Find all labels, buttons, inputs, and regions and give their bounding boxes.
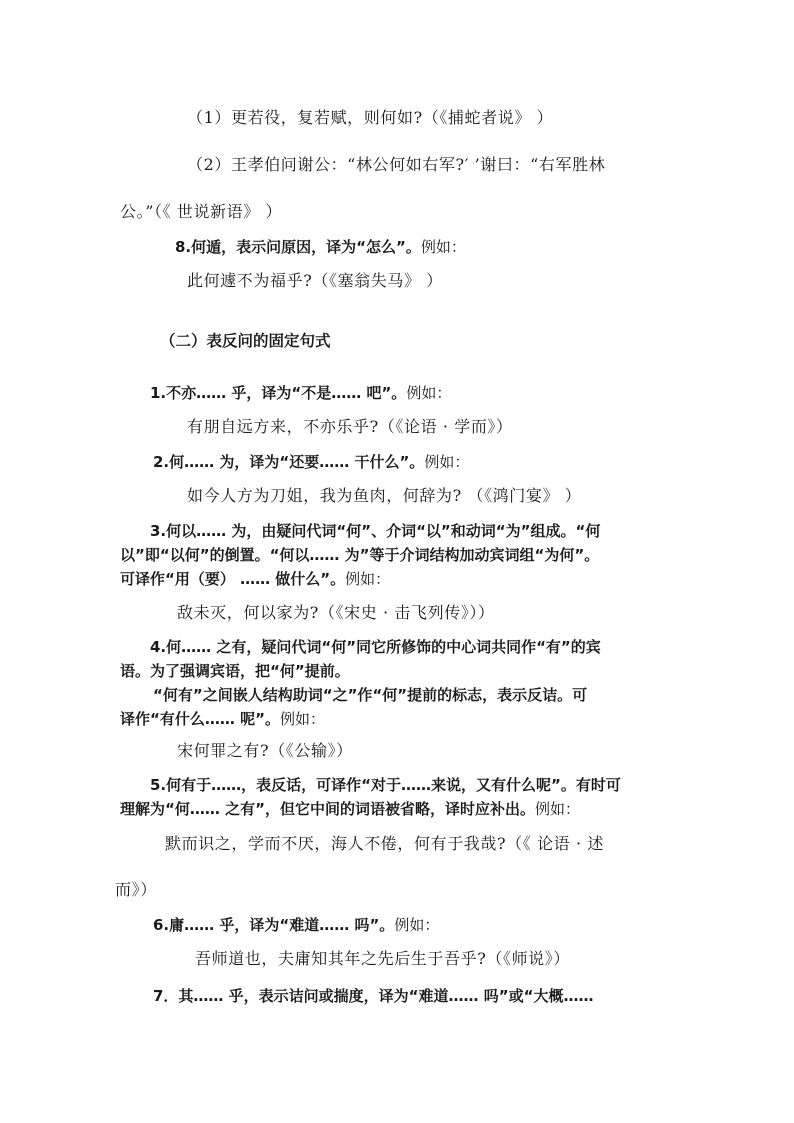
example-line: 宋何罪之有?（《公输》） bbox=[177, 741, 353, 760]
example-line-2: （2）王孝伯问谢公：“林公何如右军?′ ’谢曰：“右军胜林 bbox=[187, 155, 606, 174]
item-1 bbox=[150, 382, 451, 404]
item-4-line-1: 4.何…… 之有，疑问代词“何”同它所修饰的中心词共同作“有”的宾 bbox=[150, 638, 601, 656]
item-5-eg: 例如： bbox=[534, 800, 580, 818]
item-3-line-3 bbox=[120, 568, 390, 590]
item-4-line-3: “何有”之间嵌人结构助词“之”作“何”提前的标志，表示反诘。可 bbox=[153, 686, 588, 704]
item-4-line-4 bbox=[120, 708, 325, 730]
item-1-rule: 1.不亦…… 乎，译为“不是…… 吧”。 bbox=[150, 384, 407, 402]
example-line: 此何遽不为福乎?（《塞翁失马》 ） bbox=[187, 271, 443, 290]
item-6 bbox=[153, 914, 439, 936]
item-3-eg: 例如： bbox=[345, 570, 391, 588]
item-6-rule: 6.庸…… 乎，译为“难道…… 吗”。 bbox=[153, 916, 395, 934]
example-line: 敌未灭，何以家为?（《宋史 · 击飞列传》）） bbox=[177, 603, 495, 622]
item-8-eg: 例如： bbox=[420, 238, 466, 256]
item-6-eg: 例如： bbox=[394, 916, 440, 934]
example-line: 默而识之，学而不厌，海人不倦，何有于我哉?（《 论语 · 述 bbox=[165, 834, 604, 853]
item-4-rule: 译作“有什么…… 呢”。 bbox=[120, 710, 280, 728]
item-5-rule: 理解为“何…… 之有”，但它中间的词语被省略，译时应补出。 bbox=[120, 800, 535, 818]
item-8-rule: 8.何遁，表示问原因，译为“怎么”。 bbox=[175, 238, 421, 256]
item-5-line-2 bbox=[120, 798, 580, 820]
item-7: 7．其…… 乎，表示诘问或揣度，译为“难道…… 吗”或“大概…… bbox=[153, 987, 594, 1005]
example-line-cont: 而》） bbox=[115, 880, 157, 899]
item-1-eg: 例如： bbox=[406, 384, 452, 402]
example-line: 如今人方为刀姐，我为鱼肉，何辞为? （《鸿门宴》 ） bbox=[187, 486, 582, 505]
example-line: 有朋自远方来，不亦乐乎?（《论语 · 学而》） bbox=[187, 417, 513, 436]
item-4-line-2: 语。为了强调宾语，把“何”提前。 bbox=[120, 662, 350, 680]
example-line: 吾师道也，夫庸知其年之先后生于吾乎?（《师说》） bbox=[195, 949, 570, 968]
example-line-2-cont: 公。”（《 世说新语》 ） bbox=[120, 202, 283, 221]
example-line-1: （1）更若役，复若赋，则何如?（《捕蛇者说》 ） bbox=[187, 108, 554, 127]
item-2 bbox=[153, 451, 469, 473]
item-3-line-1: 3.何以…… 为，由疑问代词“何”、介词“以”和动词“为”组成。“何 bbox=[150, 522, 601, 540]
item-4-eg: 例如： bbox=[279, 710, 325, 728]
item-3-rule: 可译作“用（要） …… 做什么”。 bbox=[120, 570, 346, 588]
item-5-line-1: 5.何有于……，表反话，可译作“对于……来说，又有什么呢”。有时可 bbox=[150, 776, 621, 794]
section-heading: （二）表反问的固定句式 bbox=[160, 332, 331, 350]
item-2-eg: 例如： bbox=[424, 453, 470, 471]
item-8 bbox=[175, 236, 466, 258]
item-3-line-2: 以”即“以何”的倒置。“何以…… 为”等于介词结构加动宾词组“为何”。 bbox=[120, 546, 600, 564]
item-2-rule: 2.何…… 为，译为“还要…… 干什么”。 bbox=[153, 453, 425, 471]
